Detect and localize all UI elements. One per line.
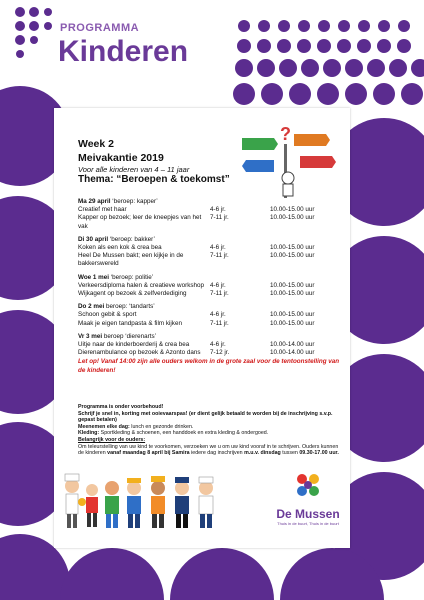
- lunch-label: Meenemen elke dag:: [78, 423, 130, 430]
- kids-in-costumes-illustration: [58, 472, 234, 534]
- header-title: Kinderen: [58, 35, 189, 68]
- day-theme: ‘beroep: bakker’: [108, 235, 155, 243]
- day-date: Woe 1 mei: [78, 273, 110, 281]
- day-date: Ma 29 april: [78, 198, 111, 205]
- activity: Koken als een kok & crea bea: [78, 243, 162, 251]
- parents-text-a: Om teleurstelling van uw kind te voorkomen, verzoeken we u om uw kind vooraf in te schrijven. Ouders kunnen de kinderen: [78, 443, 339, 457]
- theme-title: Thema: “Beroepen & toekomst”: [78, 174, 230, 185]
- day-block: [78, 236, 340, 269]
- time: 10.00-15.00 uur: [270, 252, 315, 260]
- day-theme: ‘beroep: kapper’: [110, 198, 158, 205]
- age: 7-11 jr.: [210, 252, 229, 260]
- signpost-illustration: [234, 126, 338, 198]
- age: 4-6 jr.: [210, 281, 226, 289]
- day-block: [78, 303, 340, 328]
- day-block: [78, 274, 340, 299]
- logo-mark-icon: [293, 470, 323, 500]
- activity-row: [78, 349, 340, 357]
- time: 10.00-15.00 uur: [270, 214, 315, 222]
- activity: Verkeersdiploma halen & creatieve workshop: [78, 281, 205, 289]
- day-theme: beroep ‘dierenarts’: [102, 332, 157, 340]
- activity: Uitje naar de kinderboerderij & crea bea: [78, 340, 190, 348]
- parents-text-b: vanaf maandag 8 april bij Samira: [107, 450, 190, 457]
- activity-row: [78, 341, 340, 349]
- parents-text-d: m.u.v. dinsdag: [244, 450, 281, 457]
- exhibition-alert: Let op! Vanaf 14:00 zijn alle ouders welkom in de grote zaal voor de tentoonstelling van de kinderen!: [78, 358, 340, 374]
- age-range: Voor alle kinderen van 4 – 11 jaar: [78, 165, 190, 174]
- de-mussen-logo: [268, 470, 348, 526]
- time: 10.00-15.00 uur: [270, 311, 315, 319]
- day-heading: [78, 274, 340, 282]
- reserve-note: Programma is onder voorbehoud!: [78, 404, 164, 410]
- parents-text: [78, 444, 340, 457]
- day-heading: [78, 303, 340, 311]
- decorative-circle: [170, 548, 274, 600]
- day-theme: beroep: ‘tandarts’: [104, 303, 155, 311]
- day-heading: [78, 198, 340, 206]
- age: 4-6 jr.: [210, 206, 226, 214]
- signup-note: Schrijf je snel in, korting met ooievaarspas! (er dient gelijk betaald te worden bij de inschrijving s.v.p. gepast betalen): [78, 410, 333, 424]
- day-heading: [78, 236, 340, 244]
- parents-text-e: tussen: [280, 450, 300, 457]
- activity-row: [78, 206, 340, 214]
- activity-row: [78, 311, 340, 319]
- day-block: [78, 333, 340, 375]
- age: 4-6 jr.: [210, 311, 226, 319]
- day-theme: ‘beroep: politie’: [109, 273, 154, 281]
- logo-name: De Mussen: [276, 507, 340, 521]
- day-block: [78, 198, 340, 231]
- activity: Kapper op bezoek; leer de kneepjes van het vak: [78, 214, 202, 230]
- activity-row: [78, 320, 340, 328]
- age: 7-11 jr.: [210, 289, 229, 297]
- svg-text:?: ?: [280, 126, 291, 144]
- clothes-text: Sportkleding & schoenen, een handdoek en extra kleding & ondergoed.: [99, 430, 269, 437]
- time: 10.00-15.00 uur: [270, 281, 315, 289]
- activity-row: [78, 290, 340, 298]
- decorative-circle: [60, 548, 164, 600]
- week-label: Week 2: [78, 138, 114, 150]
- parents-text-f: 09.30-17.00 uur.: [299, 450, 339, 457]
- time: 10.00-14.00 uur: [270, 349, 315, 357]
- notes-block: [78, 404, 340, 457]
- activity-row: [78, 282, 340, 290]
- age: 7-11 jr.: [210, 319, 229, 327]
- day-date: Do 2 mei: [78, 303, 105, 311]
- vacation-label: Meivakantie 2019: [78, 152, 164, 164]
- activity-row: [78, 214, 340, 230]
- parents-heading: Belangrijk voor de ouders:: [78, 436, 146, 443]
- day-heading: [78, 333, 340, 341]
- logo-tagline: Thuis in de buurt, Thuis in de buurt: [277, 521, 339, 526]
- activity-row: [78, 252, 340, 268]
- time: 10.00-15.00 uur: [270, 206, 315, 214]
- activity: Maak je eigen tandpasta & film kijken: [78, 319, 182, 327]
- age: 4-6 jr.: [210, 340, 226, 348]
- header-programma: PROGRAMMA: [60, 22, 140, 34]
- schedule: [78, 198, 340, 375]
- parents-text-c: iedere dag inschrijven: [189, 450, 245, 457]
- age: 7-11 jr.: [210, 214, 229, 222]
- activity: Schoon gebit & sport: [78, 311, 137, 319]
- time: 10.00-15.00 uur: [270, 289, 315, 297]
- time: 10.00-15.00 uur: [270, 319, 315, 327]
- activity: Wijkagent op bezoek & zelfverdediging: [78, 289, 187, 297]
- time: 10.00-14.00 uur: [270, 340, 315, 348]
- decorative-dots-top-right: [228, 0, 424, 120]
- clothes-label: Kleding:: [78, 430, 100, 437]
- activity: Dierenambulance op bezoek & Azonto dans: [78, 349, 201, 357]
- day-date: Di 30 april: [78, 235, 109, 243]
- age: 4-6 jr.: [210, 243, 226, 251]
- activity: Heel De Mussen bakt; een kijkje in de bakkerswereld: [78, 252, 184, 268]
- decorative-dots-top-left: [0, 0, 60, 60]
- time: 10.00-15.00 uur: [270, 243, 315, 251]
- age: 7-12 jr.: [210, 349, 230, 357]
- activity-row: [78, 244, 340, 252]
- day-date: Vr 3 mei: [78, 332, 103, 340]
- activity: Creatief met haar: [78, 206, 127, 214]
- lunch-text: lunch en gezonde drinken.: [129, 423, 194, 430]
